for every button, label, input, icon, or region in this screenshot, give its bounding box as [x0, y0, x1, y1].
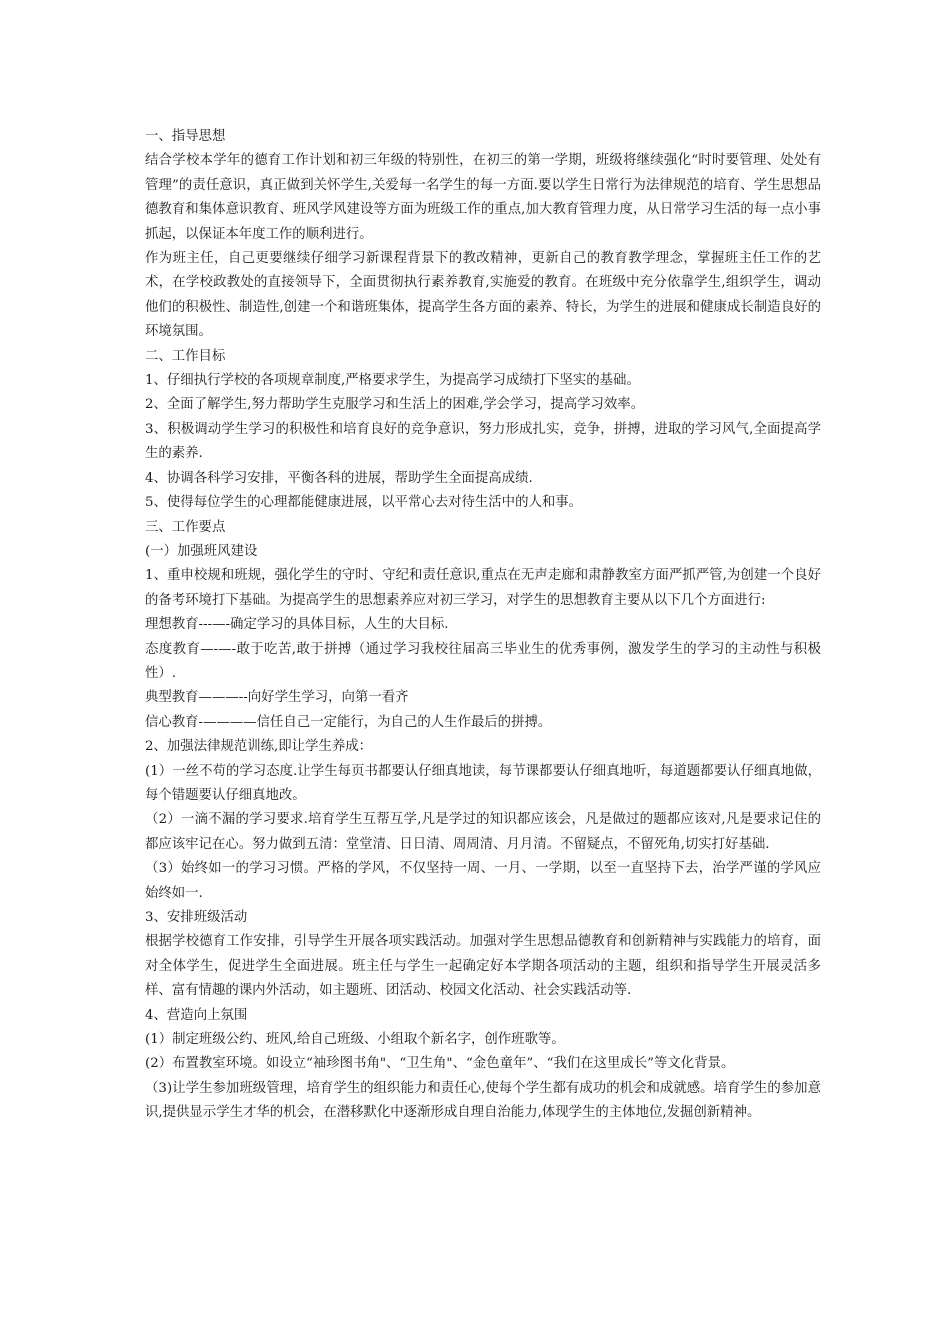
- education-attitude: 态度教育—-—-敢于吃苦,敢于拼搏（通过学习我校往届高三毕业生的优秀事例，激发学生的学习的主动性与积极性）.: [145, 641, 821, 681]
- atmosphere-item-3: （3)让学生参加班级管理，培育学生的组织能力和责任心,使每个学生都有成功的机会和成就感。培育学生的参加意识,提供显示学生才华的机会，在潜移默化中逐渐形成自理自治能力,体现学生的主体地位,发掘创新精神。: [145, 1080, 821, 1121]
- heading-work-goals: 二、工作目标: [145, 348, 226, 364]
- goal-item-5: 5、使得每位学生的心理都能健康进展，以平常心去对待生活中的人和事。: [145, 495, 583, 511]
- heading-guiding-thought: 一、指导思想: [145, 129, 226, 144]
- point-item-4: 4、营造向上氛围: [145, 1007, 248, 1023]
- paragraph-intro: 结合学校本学年的德育工作计划和初三年级的特别性，在初三的第一学期，班级将继续强化“时时要管理、处处有管理”的责任意识，真正做到关怀学生,关爱每一名学生的每一方面.要以学生日常行为法律规范的培育、学生思想品德教育和集体意识教育、班风学风建设等方面为班级工作的重点,加大教育管理力度，从日常学习生活的每一点小事抓起，以保证本年度工作的顺利进行。: [145, 153, 821, 242]
- goal-item-1: 1、仔细执行学校的各项规章制度,严格要求学生，为提高学习成绩打下坚实的基础。: [145, 373, 640, 389]
- education-model: 典型教育———--向好学生学习，向第一看齐: [145, 690, 409, 706]
- point-item-1: 1、重申校规和班规，强化学生的守时、守纪和责任意识,重点在无声走廊和肃静教室方面严抓严管,为创建一个良好的备考环境打下基础。为提高学生的思想素养应对初三学习，对学生的思想教育主要从以下几个方面进行:: [145, 568, 821, 608]
- atmosphere-item-2: (2）布置教室环境。如设立“袖珍图书角"、“卫生角"、“金色童年”、“我们在这里成长”等文化背景。: [145, 1056, 735, 1072]
- document-body: [145, 125, 821, 1126]
- point-item-2: 2、加强法律规范训练,即让学生养成：: [145, 739, 373, 755]
- education-ideal: 理想教育---—-确定学习的具体目标，人生的大目标.: [145, 617, 449, 633]
- habit-item-2: （2）一滴不漏的学习要求.培育学生互帮互学,凡是学过的知识都应该会，凡是做过的题都应该对,凡是要求记住的都应该牢记在心。努力做到五清：堂堂清、日日清、周周清、月月清。不留疑点，不留死角,切实打好基础.: [145, 812, 821, 852]
- heading-work-points: 三、工作要点: [145, 519, 226, 535]
- goal-item-3: 3、积极调动学生学习的积极性和培育良好的竞争意识，努力形成扎实，竞争，拼搏，进取的学习风气,全面提高学生的素养.: [145, 421, 821, 462]
- paragraph-activities: 根据学校德育工作安排，引导学生开展各项实践活动。加强对学生思想品德教育和创新精神与实践能力的培育，面对全体学生，促进学生全面进展。班主任与学生一起确定好本学期各项活动的主题，组织和指导学生开展灵活多样、富有情趣的课内外活动，如主题班、团活动、校园文化活动、社会实践活动等.: [145, 934, 821, 999]
- subheading-class-style: (一）加强班风建设: [145, 543, 258, 559]
- point-item-3: 3、安排班级活动: [145, 910, 248, 925]
- goal-item-4: 4、协调各科学习安排，平衡各科的进展，帮助学生全面提高成绩.: [145, 470, 533, 486]
- habit-item-1: (1）一丝不苟的学习态度.让学生每页书都要认仔细真地读，每节课都要认仔细真地听，每道题都要认仔细真地做，每个错题要认仔细真地改。: [145, 763, 821, 803]
- paragraph-teacher-role: 作为班主任，自己更要继续仔细学习新课程背景下的教改精神，更新自己的教育教学理念，掌握班主任工作的艺术，在学校政教处的直接领导下，全面贯彻执行素养教育,实施爱的教育。在班级中充分依靠学生,组织学生，调动他们的积极性、制造性,创建一个和谐班集体，提高学生各方面的素养、特长，为学生的进展和健康成长制造良好的环境氛围。: [145, 251, 821, 340]
- habit-item-3: （3）始终如一的学习习惯。严格的学风，不仅坚持一周、一月、一学期，以至一直坚持下去，治学严谨的学风应始终如一.: [145, 861, 821, 901]
- atmosphere-item-1: (1）制定班级公约、班风,给自己班级、小组取个新名字，创作班歌等。: [145, 1032, 565, 1048]
- goal-item-2: 2、全面了解学生,努力帮助学生克服学习和生活上的困难,学会学习，提高学习效率。: [145, 397, 645, 413]
- education-confidence: 信心教育-————信任自己一定能行，为自己的人生作最后的拼搏。: [145, 714, 552, 730]
